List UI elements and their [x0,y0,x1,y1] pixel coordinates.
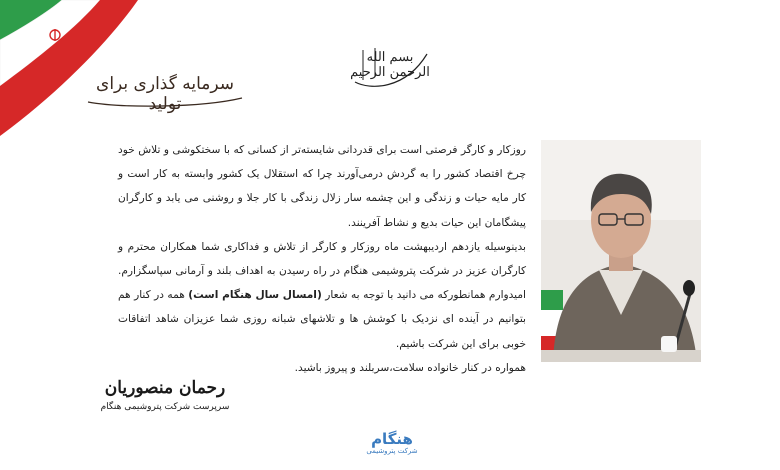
logo-subtitle: شرکت پتروشیمی [366,447,418,455]
company-logo [352,430,432,462]
bismillah-calligraphy [345,40,435,95]
message-paragraph-3: همواره در کنار خانواده سلامت،سربلند و پیروز باشید. [294,361,526,374]
slogan-flourish-icon [80,72,250,112]
bismillah-text: بسم الله الرحمن الرحیم [350,50,430,80]
signature-title: سرپرست شرکت پتروشیمی هنگام [100,402,230,412]
message-paragraph-2-end: همه در کنار هم بتوانیم در آینده ای نزدیک با کوشش ها و تلاشهای شبانه روزی شما عزیزان شاهد اتفاقات خوبی برای این شرکت باشیم. [118,289,526,350]
slogan-bold: (امسال سال هنگام است) [188,289,322,302]
slogan-calligraphy [80,72,250,112]
message-paragraph-2 [118,235,526,356]
message-paragraph-2-start: بدینوسیله یازدهم اردیبهشت ماه روزکار و کارگر از تلاش و فداکاری شما همکاران محترم و کارگران عزیز در شرکت پتروشیمی هنگام در راه رسیدن به اهداف بلند و آرمانی سپاسگزارم. امیدوارم همانطورکه می دانید با توجه به شعار [118,240,526,302]
portrait-photo [541,140,701,362]
message-paragraph-1: روزکار و کارگر فرصتی است برای قدردانی شایسته‌تر از کسانی که با سختکوشی و تلاش خود چرخ اقتصاد کشور را به گردش درمی‌آورند چرا که استقلال یک کشور وابسته به کار است و کار مایه حیات و زندگی و این چشمه سار زلال زندگی با کار جلا و روشنی می یابد و کارگران پیشگامان این حیات بدیع و نشاط آفرینند. [118,144,526,229]
iran-flag-ribbon [0,0,150,140]
signature-block [100,378,230,438]
logo-name: هنگام [371,430,413,448]
signature-name: رحمان منصوریان [104,378,226,398]
message-body [118,138,526,380]
slogan-text: سرمایه گذاری برای تولید [96,74,234,114]
